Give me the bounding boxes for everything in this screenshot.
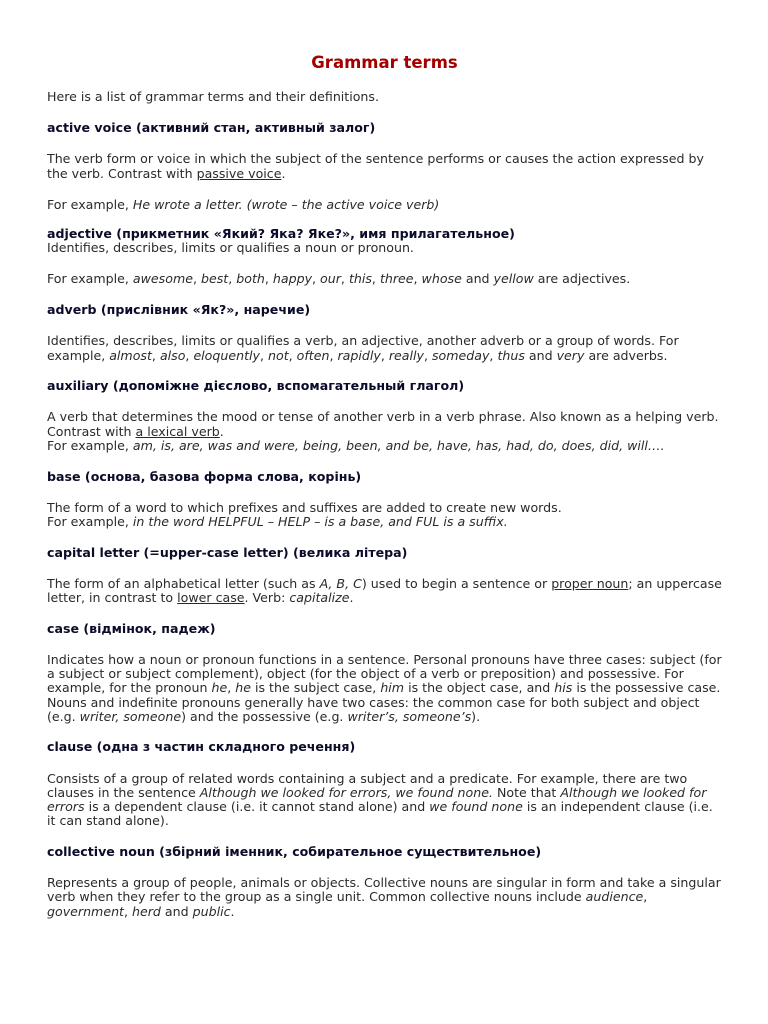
lexical-verb-link[interactable]: a lexical verb [135,423,220,439]
proper-noun-link[interactable]: proper noun [551,575,629,591]
term-auxiliary: auxiliary (допоміжне дієслово, вспомагательный глагол) [47,378,465,394]
definition-active-voice: The verb form or voice in which the subject of the sentence performs or causes the action expressed by the verb. Contrast with passive voice. [47,151,704,181]
term-collective-noun: collective noun (збірний іменник, собирательное существительное) [47,844,542,859]
example-adjective: For example, awesome, best, both, happy, our, this, three, whose and yellow are adjectives. [47,271,631,287]
term-adjective: adjective (прикметник «Який? Яка? Яке?», имя прилагательное) [47,226,515,242]
definition-adjective: Identifies, describes, limits or qualifies a noun or pronoun. [47,240,414,256]
term-clause: clause (одна з частин складного речення) [47,739,356,755]
example-active-voice: For example, He wrote a letter. (wrote – the active voice verb) [47,196,440,212]
term-active-voice: active voice (активний стан, активный залог) [47,120,376,136]
definition-base: The form of a word to which prefixes and suffixes are added to create new words. [47,499,562,515]
example-auxiliary: For example, am, is, are, was and were, being, been, and be, have, has, had, do, does, did, will…. [47,437,665,453]
definition-capital-letter: The form of an alphabetical letter (such as A, B, C) used to begin a sentence or proper noun; an uppercase letter, in contrast to lower case. Verb: capitalize. [47,575,722,606]
term-base: base (основа, базова форма слова, корінь) [47,468,362,484]
term-case: case (відмінок, падеж) [47,620,216,636]
intro-text: Here is a list of grammar terms and their definitions. [47,89,379,104]
example-base: For example, in the word HELPFUL – HELP – is a base, and FUL is a suffix. [47,513,508,529]
term-adverb: adverb (прислівник «Як?», наречие) [47,302,311,318]
passive-voice-link[interactable]: passive voice [196,165,282,181]
definition-adverb: Identifies, describes, limits or qualifies a verb, an adjective, another adverb or a group of words. For example, almost, also, eloquently, not, often, rapidly, really, someday, thus and very are adverbs. [47,333,679,363]
lower-case-link[interactable]: lower case [177,590,245,606]
definition-case: Indicates how a noun or pronoun functions in a sentence. Personal pronouns have three cases: subject (for a subject or subject complement), object (for the object of a verb or preposition) and possessive. For example, for the pronoun he, he is the subject case, him is the object case, and his is the possessive case. Nouns and indefinite pronouns generally have two cases: the common case for both subject and object (e.g. writer, someone) and the possessive (e.g. writer’s, someone’s). [47,651,722,724]
definition-auxiliary: A verb that determines the mood or tense of another verb in a verb phrase. Also known as a helping verb. Contrast with a lexical verb. [47,409,719,439]
page-title: Grammar terms [311,53,458,72]
term-capital-letter: capital letter (=upper-case letter) (велика літера) [47,544,408,560]
definition-clause: Consists of a group of related words containing a subject and a predicate. For example, there are two clauses in the sentence Although we looked for errors, we found none. Note that Although we looked for errors is a dependent clause (i.e. it cannot stand alone) and we found none is an independent clause (i.e. it can stand alone). [47,770,713,829]
definition-collective-noun: Represents a group of people, animals or objects. Collective nouns are singular in form and take a singular verb when they refer to the group as a single unit. Common collective nouns include audience, government, herd and public. [47,875,721,919]
